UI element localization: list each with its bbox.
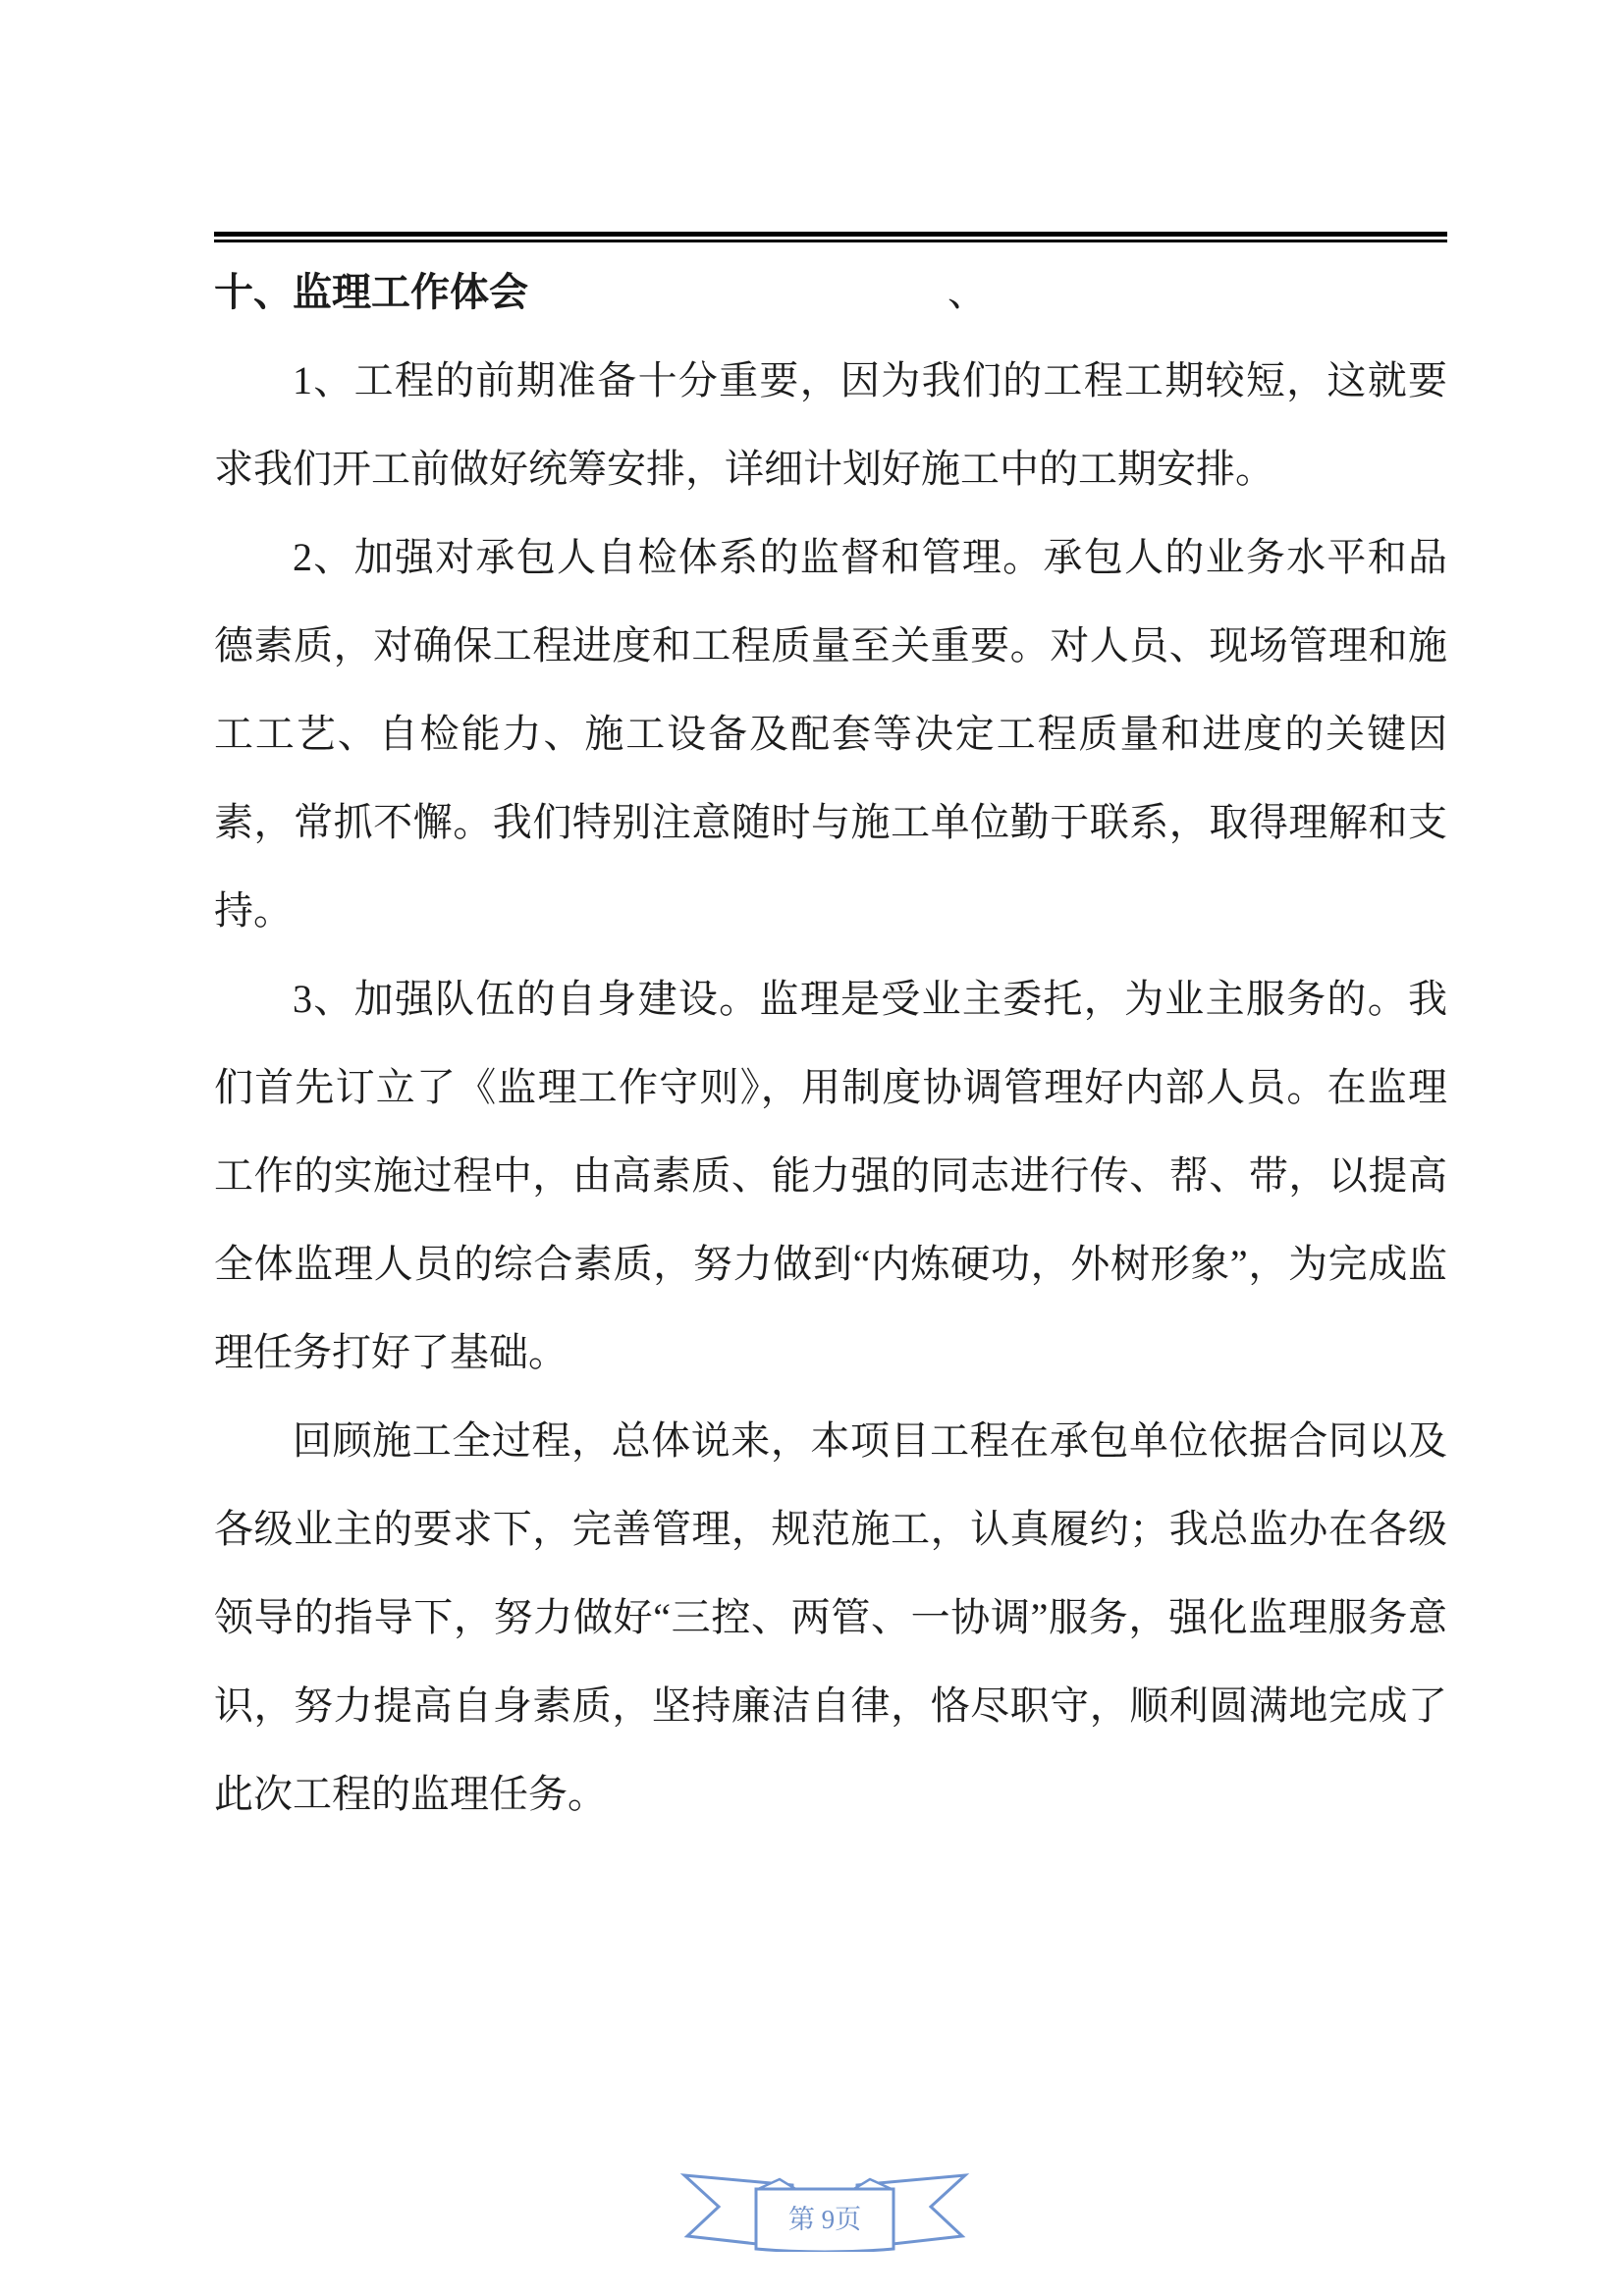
section-heading: 十、监理工作体会 [214,270,528,314]
paragraph-2: 2、加强对承包人自检体系的监督和管理。承包人的业务水平和品德素质，对确保工程进度和工程质量至关重要。对人员、现场管理和施工工艺、自检能力、施工设备及配套等决定工程质量和进度的关键因素，常抓不懈。我们特别注意随时与施工单位勤于联系，取得理解和支持。 [214,535,1447,933]
paragraph-1: 1、工程的前期准备十分重要，因为我们的工程工期较短，这就要求我们开工前做好统筹安排，详细计划好施工中的工期安排。 [214,358,1447,491]
header-rule-thin [214,240,1447,242]
page-number-ribbon [679,2171,974,2252]
header-rule [214,232,1447,242]
page-number-label: 第 9页 [787,2205,862,2234]
stray-punctuation-mark: 、 [947,270,987,314]
section-heading-row [214,248,1447,337]
body-text [214,248,1447,1839]
page-content [214,232,1447,1839]
paragraph-4: 回顾施工全过程，总体说来，本项目工程在承包单位依据合同以及各级业主的要求下，完善管理，规范施工，认真履约；我总监办在各级领导的指导下，努力做好“三控、两管、一协调”服务，强化监理服务意识，努力提高自身素质，坚持廉洁自律，恪尽职守，顺利圆满地完成了此次工程的监理任务。 [214,1418,1447,1816]
paragraph-3: 3、加强队伍的自身建设。监理是受业主委托，为业主服务的。我们首先订立了《监理工作守则》，用制度协调管理好内部人员。在监理工作的实施过程中，由高素质、能力强的同志进行传、帮、带，以提高全体监理人员的综合素质，努力做到“内炼硬功，外树形象”，为完成监理任务打好了基础。 [214,977,1447,1374]
